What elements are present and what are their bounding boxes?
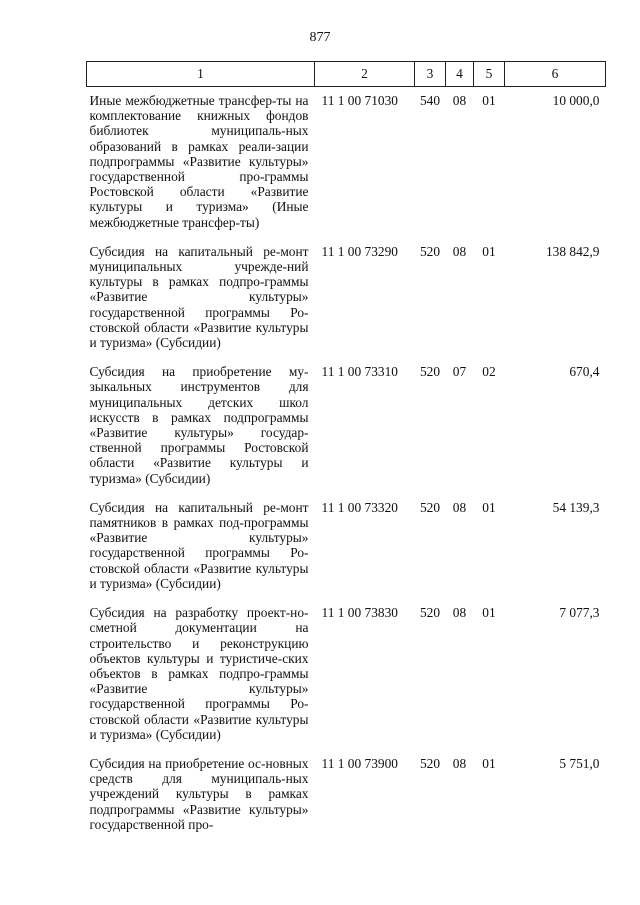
table-row	[87, 491, 606, 596]
description-line: ских объектов в рамках подпро-	[89, 650, 309, 681]
row-amount: 670,4	[569, 364, 600, 380]
page-number: 877	[309, 30, 331, 45]
column-header: 3	[415, 62, 446, 87]
description-line: Субсидия на капитальный ре-	[89, 243, 281, 259]
row-subsection: 02	[482, 364, 496, 380]
row-subsection: 01	[482, 605, 496, 621]
description-line: рамках подпрограммы «Развитие	[89, 786, 309, 817]
column-header: 5	[474, 62, 505, 87]
row-subsection: 01	[482, 243, 496, 259]
description-line: программы «Развитие культуры»	[89, 515, 309, 546]
row-description	[87, 87, 315, 235]
description-line: граммы Ростовской области	[89, 169, 309, 200]
table-row	[87, 355, 606, 491]
description-line: культуры» государственной про-	[89, 153, 309, 185]
description-line: (Иные межбюджетные трансфер-	[89, 199, 309, 230]
row-description	[87, 596, 315, 747]
row-section: 08	[452, 499, 467, 515]
column-header: 4	[446, 62, 474, 87]
description-line: зыкальных инструментов для	[89, 379, 309, 395]
description-line: культуры» государственной про-	[89, 801, 309, 832]
description-line: строительство и реконструкцию	[89, 635, 309, 651]
description-line: государственной программы Ро-	[89, 304, 309, 320]
description-line: культуры и туризма» (Субсидии)	[89, 560, 309, 591]
description-line: муниципальных детских школ	[89, 394, 309, 410]
row-expense-type: 520	[419, 499, 441, 515]
description-line: Субсидия на разработку проект-	[89, 605, 291, 621]
description-line: культуры и туризма» (Субсидии)	[89, 711, 309, 742]
description-line: области «Развитие культуры и	[89, 455, 309, 471]
description-line: граммы «Развитие культуры»	[89, 274, 309, 305]
description-line: стовской области «Развитие	[89, 711, 252, 727]
row-section: 08	[452, 605, 467, 621]
description-line: «Развитие культуры» государ-	[89, 425, 309, 441]
row-description	[87, 235, 315, 355]
column-header: 2	[315, 62, 415, 87]
description-line: но-сметной документации на	[89, 605, 309, 636]
description-line: ственной программы Ростовской	[89, 440, 309, 456]
row-code: 11 1 00 73900	[321, 755, 398, 771]
description-line: ты на комплектование книжных	[89, 93, 309, 124]
row-expense-type: 520	[419, 364, 441, 380]
table-row	[87, 235, 606, 355]
description-line: фондов библиотек муниципаль-	[89, 108, 309, 139]
description-line: Субсидия на приобретение ос-	[89, 755, 266, 771]
table-row	[87, 596, 606, 747]
row-code: 11 1 00 71030	[321, 93, 398, 108]
row-amount: 10 000,0	[552, 93, 600, 108]
description-line: государственной программы Ро-	[89, 545, 309, 561]
description-line: туризма» (Субсидии)	[89, 470, 211, 486]
description-line: Субсидия на приобретение му-	[89, 364, 309, 380]
row-description	[87, 491, 315, 596]
description-line: объектов культуры и туристиче-	[89, 650, 283, 666]
row-section: 08	[452, 243, 467, 259]
row-amount: 5 751,0	[559, 755, 600, 771]
row-amount: 138 842,9	[545, 243, 600, 259]
row-expense-type: 540	[419, 93, 441, 108]
description-line: ты)	[239, 214, 260, 230]
row-expense-type: 520	[419, 243, 441, 259]
column-header: 1	[87, 62, 315, 87]
row-section: 08	[452, 93, 467, 108]
description-line: новных средств для муниципаль-	[89, 755, 309, 787]
row-code: 11 1 00 73290	[321, 243, 398, 259]
description-line: ний культуры в рамках подпро-	[89, 259, 309, 290]
row-description	[87, 747, 315, 837]
row-subsection: 01	[482, 755, 496, 771]
row-amount: 54 139,3	[552, 499, 600, 515]
description-line: ных учреждений культуры в	[89, 771, 309, 802]
row-subsection: 01	[482, 499, 496, 515]
row-description	[87, 355, 315, 491]
row-subsection: 01	[482, 93, 496, 108]
row-code: 11 1 00 73310	[321, 364, 398, 380]
column-header: 6	[505, 62, 606, 87]
budget-table	[86, 61, 606, 837]
row-section: 07	[452, 364, 467, 380]
description-line: Субсидия на капитальный ре-	[89, 499, 281, 515]
row-code: 11 1 00 73320	[321, 499, 398, 515]
description-line: стовской области «Развитие	[89, 560, 252, 576]
row-expense-type: 520	[419, 755, 441, 771]
description-line: монт памятников в рамках под-	[89, 499, 309, 531]
row-amount: 7 077,3	[559, 605, 600, 621]
description-line: ных образований в рамках реали-	[89, 123, 309, 154]
description-line: искусств в рамках подпрограммы	[89, 409, 309, 425]
table-row	[87, 87, 606, 235]
description-line: государственной программы Ро-	[89, 696, 309, 712]
description-line: «Развитие культуры и туризма»	[89, 184, 309, 215]
table-header-row	[87, 62, 606, 87]
description-line: монт муниципальных учрежде-	[89, 243, 309, 275]
description-line: зации подпрограммы «Развитие	[89, 138, 309, 169]
description-line: культуры и туризма» (Субсидии)	[89, 319, 309, 351]
description-line: граммы «Развитие культуры»	[89, 665, 309, 697]
row-code: 11 1 00 73830	[321, 605, 398, 621]
table-row	[87, 747, 606, 837]
description-line: Иные межбюджетные трансфер-	[89, 93, 277, 108]
row-section: 08	[452, 755, 467, 771]
row-expense-type: 520	[419, 605, 441, 621]
description-line: стовской области «Развитие	[89, 319, 252, 335]
